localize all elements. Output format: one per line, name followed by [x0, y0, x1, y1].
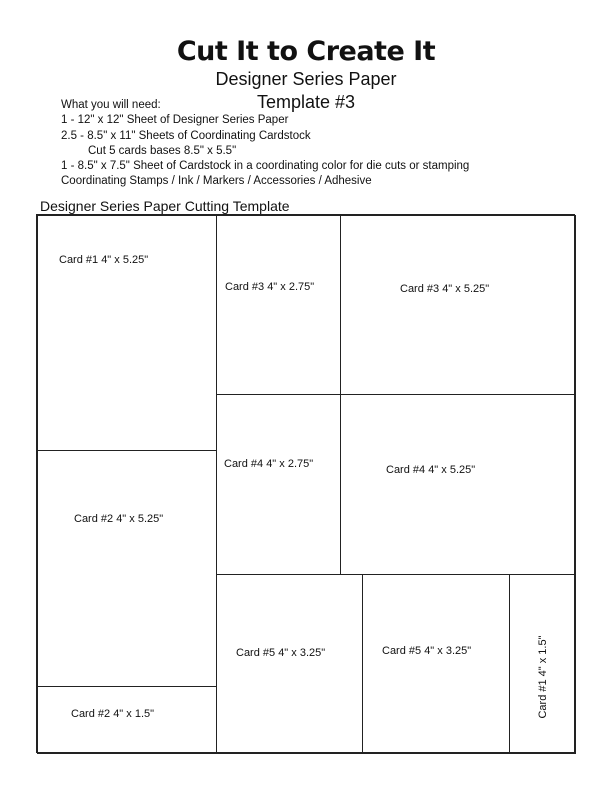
supply-item: 1 - 8.5" x 7.5" Sheet of Cardstock in a coordinating color for die cuts or stamping — [61, 160, 470, 173]
template-name: Template #3 — [256, 92, 356, 112]
piece-card4-large — [340, 394, 576, 575]
piece-label: Card #5 4" x 3.25" — [236, 647, 326, 659]
piece-card1-small — [509, 574, 576, 754]
piece-label: Card #1 4" x 1.5" — [537, 635, 549, 719]
piece-card2-large — [37, 450, 217, 687]
supply-item: 1 - 12" x 12" Sheet of Designer Series Paper — [61, 114, 289, 127]
piece-card3-small — [216, 215, 341, 395]
supply-item: Cut 5 cards bases 8.5" x 5.5" — [88, 144, 237, 157]
piece-label: Card #1 4" x 5.25" — [59, 254, 149, 266]
piece-label: Card #4 4" x 5.25" — [386, 464, 476, 476]
piece-card3-large — [340, 215, 576, 395]
piece-card4-small — [216, 394, 341, 575]
piece-card2-small — [37, 686, 217, 754]
template-title: Designer Series Paper Cutting Template — [40, 198, 290, 214]
piece-card1-large — [37, 215, 217, 451]
piece-label: Card #2 4" x 5.25" — [74, 513, 164, 525]
subtitle: Designer Series Paper — [215, 69, 397, 89]
piece-label: Card #5 4" x 3.25" — [382, 645, 472, 657]
supply-item: Coordinating Stamps / Ink / Markers / Accessories / Adhesive — [61, 175, 372, 188]
piece-label: Card #2 4" x 1.5" — [71, 708, 155, 720]
piece-label: Card #3 4" x 2.75" — [225, 281, 315, 293]
piece-card5-right — [362, 574, 510, 754]
supply-list — [61, 98, 469, 190]
cutting-template — [36, 214, 575, 753]
page-title: Cut It to Create It — [176, 36, 436, 67]
supply-heading: What you will need: — [61, 99, 161, 111]
piece-label: Card #4 4" x 2.75" — [224, 458, 314, 470]
piece-label: Card #3 4" x 5.25" — [400, 283, 490, 295]
piece-card5-left — [216, 574, 363, 754]
supply-item: 2.5 - 8.5" x 11" Sheets of Coordinating Cardstock — [61, 129, 311, 142]
